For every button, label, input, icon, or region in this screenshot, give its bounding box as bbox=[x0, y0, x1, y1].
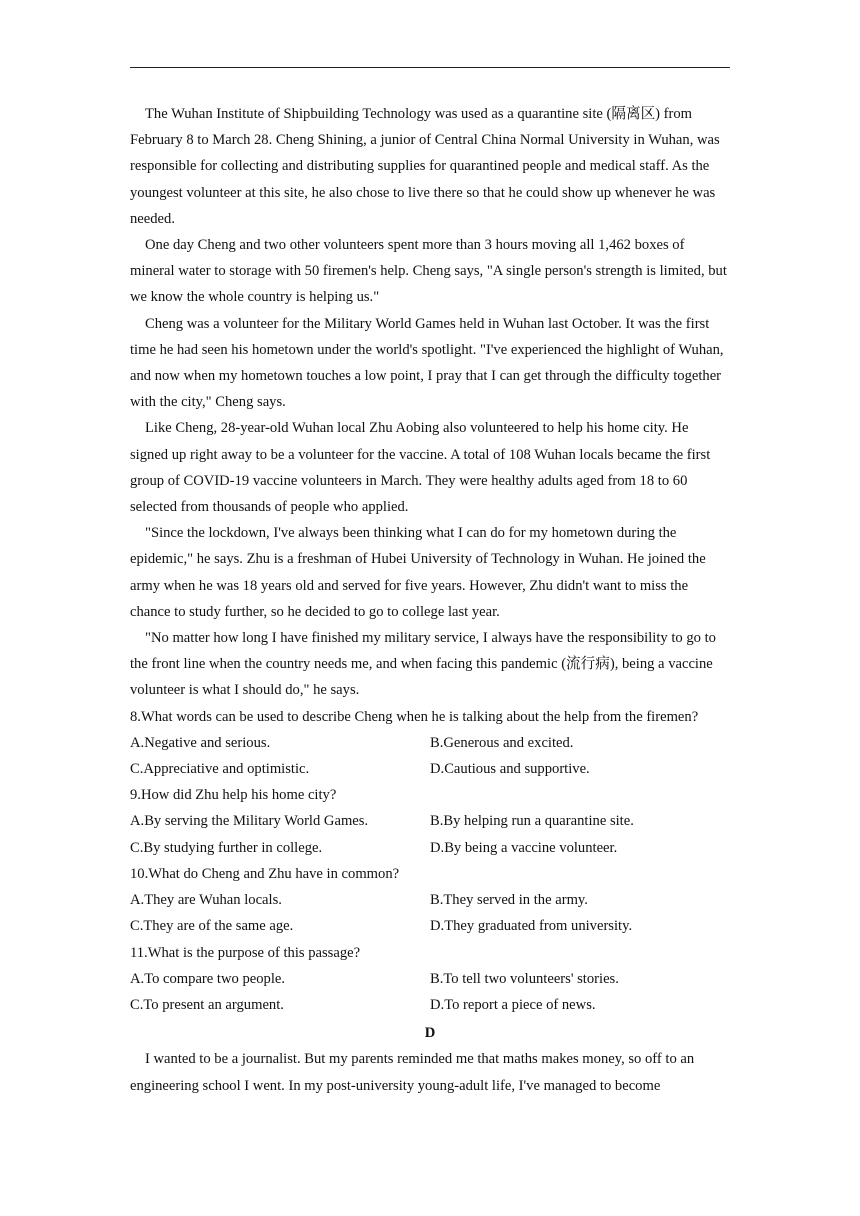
option-b: B.To tell two volunteers' stories. bbox=[430, 970, 619, 987]
question-stem: 10.What do Cheng and Zhu have in common? bbox=[130, 865, 400, 882]
option-d: D.They graduated from university. bbox=[430, 918, 633, 935]
option-c: C.By studying further in college. bbox=[130, 839, 323, 856]
option-row bbox=[130, 992, 730, 1018]
option-row bbox=[130, 887, 730, 913]
option-a: A.By serving the Military World Games. bbox=[130, 813, 369, 830]
option-row bbox=[130, 835, 730, 861]
question-stem: 8.What words can be used to describe Cheng when he is talking about the help from the firemen? bbox=[130, 708, 699, 725]
passage-paragraph: "Since the lockdown, I've always been thinking what I can do for my hometown during the epidemic," he says. Zhu is a freshman of Hubei University of Technology in Wuhan. He joined the army when he was 18 years old and served for five years. However, Zhu didn't want to miss the chance to study further, so he decided to go to college last year. bbox=[130, 525, 706, 620]
option-b: B.They served in the army. bbox=[430, 892, 588, 909]
option-d: D.To report a piece of news. bbox=[430, 996, 596, 1013]
passage-paragraph: Like Cheng, 28-year-old Wuhan local Zhu Aobing also volunteered to help his home city. He signed up right away to be a volunteer for the vaccine. A total of 108 Wuhan locals became the first group of COVID-19 vaccine volunteers in March. They were healthy adults aged from 18 to 60 selected from thousands of people who applied. bbox=[130, 420, 711, 516]
section-heading: D bbox=[424, 1025, 436, 1042]
question-stem: 9.How did Zhu help his home city? bbox=[130, 787, 337, 804]
option-a: A.To compare two people. bbox=[130, 970, 286, 987]
option-b: B.By helping run a quarantine site. bbox=[430, 813, 634, 830]
option-a: A.They are Wuhan locals. bbox=[130, 892, 282, 909]
option-b: B.Generous and excited. bbox=[430, 734, 574, 751]
option-row bbox=[130, 756, 730, 782]
option-d: D.By being a vaccine volunteer. bbox=[430, 839, 618, 856]
section-d-paragraph: I wanted to be a journalist. But my parents reminded me that maths makes money, so off to an engineering school I went. In my post-university young-adult life, I've managed to become bbox=[130, 1051, 695, 1094]
option-c: C.To present an argument. bbox=[130, 996, 284, 1013]
header-rule bbox=[130, 67, 730, 68]
passage-paragraph: The Wuhan Institute of Shipbuilding Technology was used as a quarantine site (隔离区) from February 8 to March 28. Cheng Shining, a junior of Central China Normal University in Wuhan, was responsible for collecting and distributing supplies for quarantined people and medical staff. As the youngest volunteer at this site, he also chose to live there so that he could show up whenever he was needed. bbox=[130, 106, 720, 227]
passage-paragraph: Cheng was a volunteer for the Military World Games held in Wuhan last October. It was the first time he had seen his hometown under the world's spotlight. "I've experienced the highlight of Wuhan, and now when my hometown touches a low point, I pray that I can get through the difficulty together with the city," Cheng says. bbox=[130, 315, 724, 411]
option-a: A.Negative and serious. bbox=[130, 734, 271, 751]
passage-paragraph: One day Cheng and two other volunteers spent more than 3 hours moving all 1,462 boxes of mineral water to storage with 50 firemen's help. Cheng says, "A single person's strength is limited, but we know the whole country is helping us." bbox=[130, 237, 727, 306]
option-d: D.Cautious and supportive. bbox=[430, 761, 590, 778]
option-c: C.They are of the same age. bbox=[130, 918, 294, 935]
passage-paragraph: "No matter how long I have finished my military service, I always have the responsibility to go to the front line when the country needs me, and when facing this pandemic (流行病), being a vaccine volunteer is what I should do," he says. bbox=[130, 630, 716, 699]
option-c: C.Appreciative and optimistic. bbox=[130, 761, 310, 778]
document-content bbox=[130, 101, 730, 1099]
question-stem: 11.What is the purpose of this passage? bbox=[130, 944, 361, 961]
option-row bbox=[130, 808, 730, 834]
option-row bbox=[130, 966, 730, 992]
option-row bbox=[130, 913, 730, 939]
option-row bbox=[130, 730, 730, 756]
